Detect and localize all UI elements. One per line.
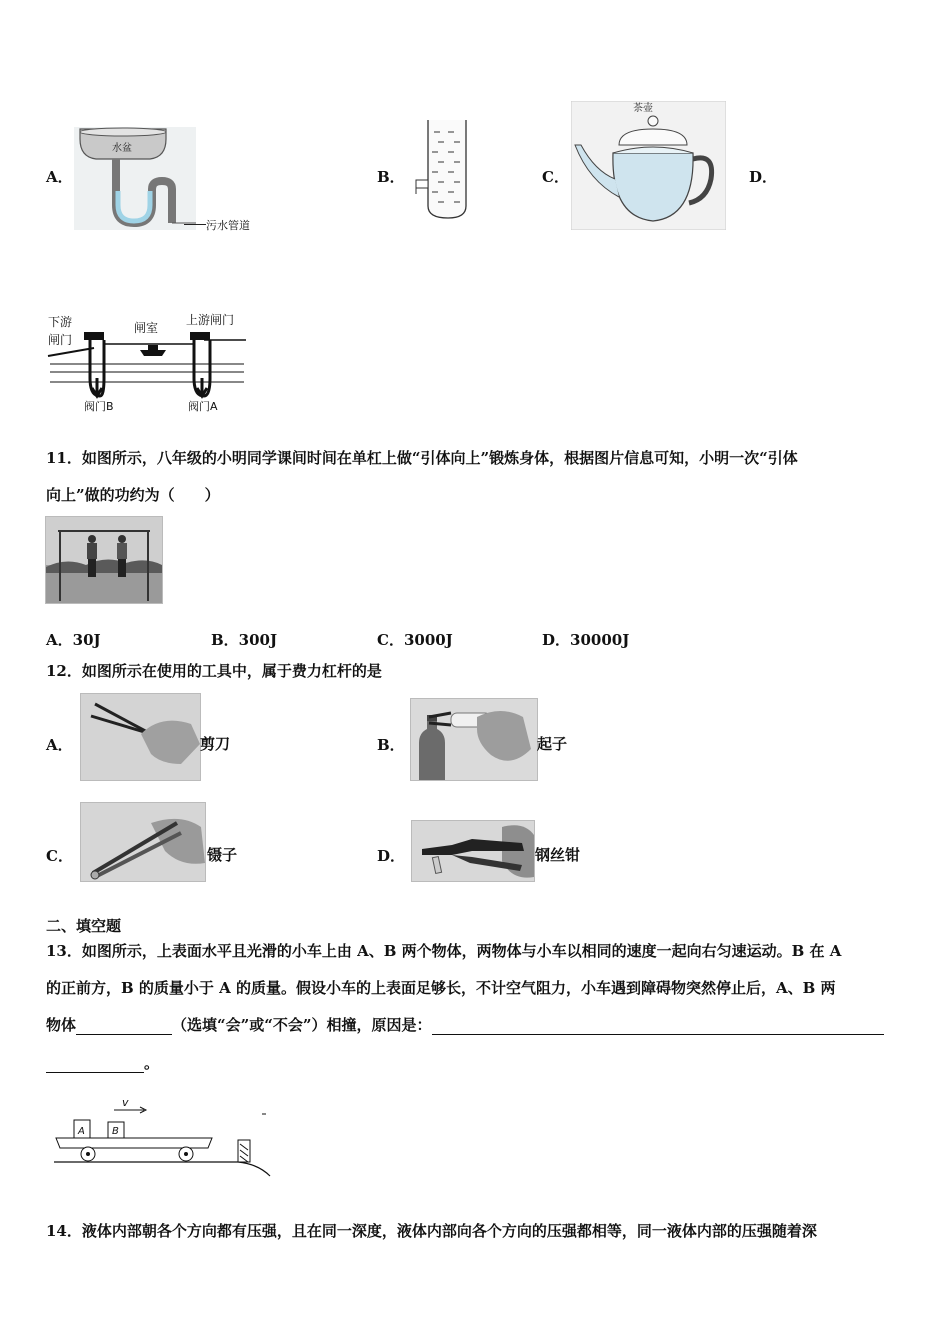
cart-figure — [52, 1094, 272, 1178]
q14-stem-line1: 14．液体内部朝各个方向都有压强，且在同一深度，液体内部向各个方向的压强都相等，同一液体内部的压强随着深 — [46, 1222, 817, 1240]
teapot-figure — [571, 101, 726, 230]
option-c-label: C． — [542, 168, 569, 186]
q13-stem-line3 — [46, 1015, 884, 1035]
q11-stem-line2: 向上”做的功约为（ ） — [46, 486, 220, 504]
q13-line3-start: 物体 — [46, 1016, 77, 1034]
q11-option-d: D．30000J — [542, 631, 630, 649]
q11-option-c: C．3000J — [377, 631, 453, 649]
q12-option-c-label: C． — [46, 847, 73, 865]
block-a-label: A — [78, 1126, 85, 1137]
q13-stem-line1: 13．如图所示，上表面水平且光滑的小车上由 A、B 两个物体，两物体与小车以相同的速度一起向右匀速运动。B 在 A — [46, 942, 842, 960]
pull-up-photo — [45, 516, 163, 604]
q11-option-a: A．30J — [46, 631, 101, 649]
sewer-arrow — [184, 224, 206, 225]
velocity-label: v — [122, 1096, 129, 1109]
q11-option-b: B．300J — [211, 631, 278, 649]
tube-figure — [408, 118, 468, 222]
option-d-label: D． — [749, 168, 778, 186]
downstream-label: 下游 — [48, 315, 73, 329]
q13-stem-line4 — [46, 1053, 159, 1073]
valve-b-label: 阀门B — [84, 400, 114, 413]
upstream-gate-label: 上游闸门 — [186, 313, 235, 327]
q12-option-d-label: D． — [377, 847, 406, 865]
option-a-label: A． — [46, 168, 73, 186]
q13-line3-mid: （选填“会”或“不会”）相撞，原因是： — [172, 1016, 432, 1034]
q12-stem: 12．如图所示在使用的工具中，属于费力杠杆的是 — [46, 662, 382, 680]
downstream-gate-label: 闸门 — [48, 333, 73, 347]
block-b-label: B — [112, 1126, 119, 1137]
q13-line4-end: 。 — [144, 1054, 160, 1072]
pliers-name: 钢丝钳 — [535, 846, 581, 864]
q13-blank-2[interactable] — [432, 1016, 884, 1035]
ship-lock-figure — [44, 312, 250, 414]
tweezers-photo — [80, 802, 206, 882]
bottle-opener-photo — [410, 698, 538, 781]
teapot-caption: 茶壶 — [633, 103, 653, 114]
sink-caption: 水盆 — [112, 143, 132, 154]
scissors-name: 剪刀 — [200, 735, 231, 753]
sewer-caption: 污水管道 — [206, 219, 250, 232]
q12-option-a-label: A． — [46, 736, 73, 754]
q12-option-b-label: B． — [377, 736, 405, 754]
q13-blank-1[interactable] — [76, 1016, 172, 1035]
sink-drain-figure — [74, 127, 196, 230]
opener-name: 起子 — [537, 735, 568, 753]
scissors-photo — [80, 693, 201, 781]
valve-a-label: 阀门A — [188, 400, 218, 413]
lock-chamber-label: 闸室 — [134, 321, 159, 335]
q13-stem-line2: 的正前方，B 的质量小于 A 的质量。假设小车的上表面足够长，不计空气阻力，小车遇到障碍物突然停止后，A、B 两 — [46, 979, 836, 997]
q11-stem-line1: 11．如图所示，八年级的小明同学课间时间在单杠上做“引体向上”锻炼身体，根据图片信息可知，小明一次“引体 — [46, 449, 798, 467]
pliers-photo — [411, 820, 535, 882]
option-b-label: B． — [377, 168, 405, 186]
tweezers-name: 镊子 — [207, 846, 238, 864]
q13-blank-2-continued[interactable] — [46, 1054, 144, 1073]
section-2-title: 二、填空题 — [46, 917, 122, 935]
